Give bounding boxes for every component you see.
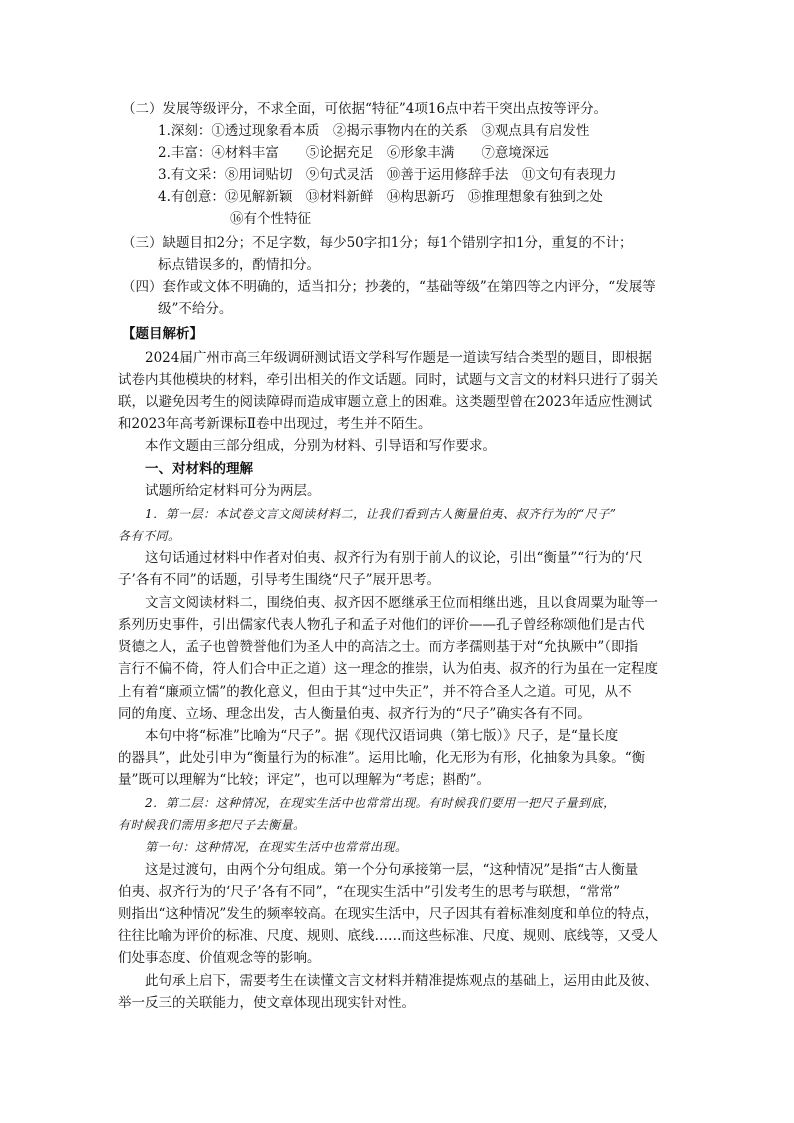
paragraph-line: 则指出“这种情况”发生的频率较高。在现实生活中，尺子因其有着标准刻度和单位的特点， — [118, 906, 659, 922]
criterion-creativity-cont: ⑯有个性特征 — [230, 211, 311, 227]
material-quote: 2．第二层：这种情况，在现实生活中也常常出现。有时候我们要用一把尺子量到底， — [145, 796, 616, 810]
paragraph-line: 试卷内其他模块的材料，牵引出相关的作文话题。同时，试题与文言文的材料只进行了弱关 — [118, 372, 658, 388]
grading-section-4-cont: 级”不给分。 — [158, 301, 233, 317]
paragraph-line: 伯夷、叔齐行为的‘尺子’各有不同”，“在现实生活中”引发考生的思考与联想，“常常” — [118, 884, 621, 900]
grading-section-2: （二）发展等级评分，不求全面，可依据“特征”4项16点中若干突出点按等评分。 — [122, 101, 608, 117]
grading-section-3-cont: 标点错误多的，酌情扣分。 — [158, 257, 320, 273]
paragraph-line: 联，以避免因考生的阅读障碍而造成审题立意上的困难。这类题型曾在2023年适应性测试 — [118, 394, 652, 410]
paragraph-line: 和2023年高考新课标Ⅱ卷中出现过，考生并不陌生。 — [118, 416, 432, 432]
criterion-richness: 2.丰富：④材料丰富 ⑤论据充足 ⑥形象丰满 ⑦意境深远 — [158, 145, 549, 161]
paragraph-line: 这句话通过材料中作者对伯夷、叔齐行为有别于前人的议论，引出“衡量”“行为的‘尺 — [145, 550, 643, 566]
paragraph-line: 同的角度、立场、理念出发，古人衡量伯夷、叔齐行为的“尺子”确实各有不同。 — [118, 706, 591, 722]
paragraph-line: 贤德之人，孟子也曾赞誉他们为圣人中的高洁之士。而方孝孺则基于对“允执厥中”（即指 — [118, 639, 639, 655]
paragraph-line: 系列历史事件，引出儒家代表人物孔子和孟子对他们的评价——孔子曾经称颂他们是古代 — [118, 617, 645, 633]
criterion-depth: 1.深刻：①透过现象看本质 ②揭示事物内在的关系 ③观点具有启发性 — [158, 123, 590, 139]
paragraph-line: 2024届广州市高三年级调研测试语文学科写作题是一道读写结合类型的题目，即根据 — [145, 350, 652, 366]
paragraph-line: 试题所给定材料可分为两层。 — [145, 483, 321, 499]
paragraph-line: 举一反三的关联能力，使文章体现出现实针对性。 — [118, 995, 415, 1011]
criterion-literary: 3.有文采：⑧用词贴切 ⑨句式灵活 ⑩善于运用修辞手法 ⑪文句有表现力 — [158, 167, 617, 183]
paragraph-line: 们处事态度、价值观念等的影响。 — [118, 950, 321, 966]
paragraph-line: 文言文阅读材料二，围绕伯夷、叔齐因不愿继承王位而相继出逃，且以食周粟为耻等一 — [145, 595, 658, 611]
criterion-creativity: 4.有创意：⑫见解新颖 ⑬材料新鲜 ⑭构思新巧 ⑮推理想象有独到之处 — [158, 189, 603, 205]
grading-section-4: （四）套作或文体不明确的，适当扣分；抄袭的，“基础等级”在第四等之内评分，“发展等 — [122, 279, 656, 295]
paragraph-line: 此句承上启下，需要考生在读懂文言文材料并精准提炼观点的基础上，运用由此及彼、 — [145, 973, 658, 989]
paragraph-line: 量”既可以理解为“比较；评定”，也可以理解为“考虑；斟酌”。 — [118, 772, 491, 788]
paragraph-line: 上有着“廉顽立懦”的教化意义，但由于其“过中失正”，并不符合圣人之道。可见，从不 — [118, 684, 632, 700]
paragraph-line: 本作文题由三部分组成，分别为材料、引导语和写作要求。 — [145, 438, 496, 454]
material-quote: 各有不同。 — [118, 529, 181, 543]
material-quote: 1．第一层：本试卷文言文阅读材料二，让我们看到古人衡量伯夷、叔齐行为的“尺子” — [145, 507, 617, 521]
material-quote: 有时候我们需用多把尺子去衡量。 — [118, 818, 306, 832]
material-quote: 第一句：这种情况，在现实生活中也常常出现。 — [145, 840, 408, 854]
paragraph-line: 的器具”，此处引申为“衡量行为的标准”。运用比喻，化无形为有形，化抽象为具象。“衡 — [118, 750, 646, 766]
paragraph-line: 言行不偏不倚，符人们合中正之道）这一理念的推崇，认为伯夷、叔齐的行为虽在一定程度 — [118, 661, 658, 677]
paragraph-line: 本句中将“标准”比喻为“尺子”。据《现代汉语词典（第七版）》尺子，是“量长度 — [145, 728, 619, 744]
section-heading: 一、对材料的理解 — [145, 461, 253, 477]
paragraph-line: 往往比喻为评价的标准、尺度、规则、底线……而这些标准、尺度、规则、底线等，又受人 — [118, 928, 658, 944]
analysis-heading: 【题目解析】 — [122, 326, 203, 342]
paragraph-line: 这是过渡句，由两个分句组成。第一个分句承接第一层，“这种情况”是指“古人衡量 — [145, 862, 639, 878]
paragraph-line: 子’各有不同”的话题，引导考生围绕“尺子”展开思考。 — [118, 572, 440, 588]
grading-section-3: （三）缺题目扣2分；不足字数，每少50字扣1分；每1个错别字扣1分，重复的不计； — [122, 235, 633, 251]
